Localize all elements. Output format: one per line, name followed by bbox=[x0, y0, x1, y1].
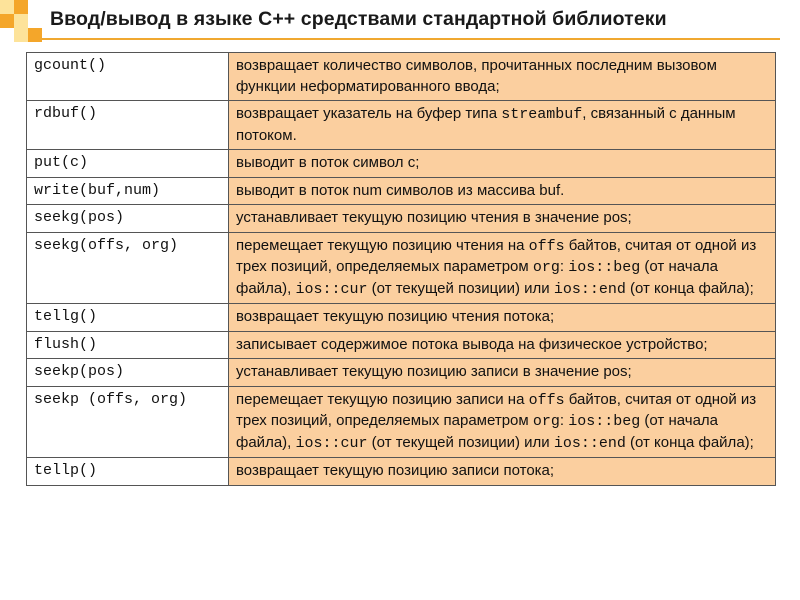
description-text: выводит в поток num символов из массива buf. bbox=[236, 181, 565, 199]
description-text: возвращает текущую позицию записи потока; bbox=[236, 462, 555, 479]
method-description-cell bbox=[229, 150, 776, 178]
description-text: устанавливает текущую позицию чтения в значение pos; bbox=[236, 209, 632, 226]
code-fragment: ios::beg bbox=[568, 413, 641, 430]
method-description-cell bbox=[229, 205, 776, 233]
method-name-cell: tellg() bbox=[27, 304, 229, 332]
corner-decoration-square bbox=[0, 0, 14, 14]
method-description-cell bbox=[229, 331, 776, 359]
description-text: (от начала файла), bbox=[236, 258, 719, 297]
corner-decoration-square bbox=[14, 14, 28, 28]
table-row bbox=[27, 331, 776, 359]
code-fragment: streambuf bbox=[501, 106, 583, 123]
code-fragment: offs bbox=[528, 391, 565, 409]
code-fragment: ios::cur bbox=[295, 434, 368, 452]
corner-decoration-square bbox=[0, 14, 14, 28]
method-name-cell: seekp (offs, org) bbox=[27, 386, 229, 458]
methods-table bbox=[26, 52, 776, 486]
description-text: устанавливает текущую позицию записи в значение pos; bbox=[236, 363, 632, 380]
methods-table-body bbox=[27, 53, 776, 486]
table-row bbox=[27, 232, 776, 304]
table-row bbox=[27, 101, 776, 150]
method-name-cell: flush() bbox=[27, 331, 229, 359]
description-text: : bbox=[559, 412, 569, 429]
description-text: байтов, считая от одной из трех позиций, определяемых параметром bbox=[236, 390, 757, 429]
method-description-cell bbox=[229, 232, 776, 304]
description-text: возвращает указатель на буфер типа bbox=[236, 105, 502, 122]
table-row bbox=[27, 458, 776, 486]
slide-title: Ввод/вывод в языке C++ средствами стандартной библиотеки bbox=[50, 8, 667, 30]
description-text: (от конца файла); bbox=[625, 279, 754, 297]
description-text: записывает содержимое потока вывода на физическое устройство; bbox=[236, 335, 708, 353]
method-description-cell bbox=[229, 458, 776, 486]
method-description-cell bbox=[229, 304, 776, 332]
table-row bbox=[27, 359, 776, 387]
description-text: (от конца файла); bbox=[625, 433, 754, 451]
method-description-cell bbox=[229, 101, 776, 150]
description-text: перемещает текущую позицию чтения на bbox=[236, 236, 529, 254]
code-fragment: ios::end bbox=[553, 280, 626, 298]
method-description-cell bbox=[229, 386, 776, 458]
corner-decoration-square bbox=[14, 0, 28, 14]
table-row bbox=[27, 53, 776, 101]
description-text: (от начала файла), bbox=[236, 412, 719, 451]
description-text: , связанный с данным потоком. bbox=[236, 105, 736, 144]
description-text: выводит в поток символ с; bbox=[236, 154, 420, 171]
title-underline bbox=[40, 38, 780, 40]
description-text: перемещает текущую позицию записи на bbox=[236, 390, 529, 408]
code-fragment: ios::beg bbox=[568, 259, 641, 276]
description-text: (от текущей позиции) или bbox=[367, 433, 554, 451]
table-row bbox=[27, 177, 776, 205]
table-row bbox=[27, 205, 776, 233]
description-text: байтов, считая от одной из трех позиций, определяемых параметром bbox=[236, 236, 757, 275]
method-name-cell: tellp() bbox=[27, 458, 229, 486]
method-name-cell: seekp(pos) bbox=[27, 359, 229, 387]
method-name-cell: rdbuf() bbox=[27, 101, 229, 150]
method-name-cell: put(c) bbox=[27, 150, 229, 178]
method-name-cell: write(buf,num) bbox=[27, 177, 229, 205]
table-row bbox=[27, 304, 776, 332]
method-description-cell bbox=[229, 177, 776, 205]
code-fragment: offs bbox=[528, 237, 565, 255]
code-fragment: org bbox=[532, 413, 560, 430]
code-fragment: org bbox=[532, 259, 560, 276]
method-description-cell bbox=[229, 359, 776, 387]
method-name-cell: seekg(pos) bbox=[27, 205, 229, 233]
description-text: : bbox=[559, 258, 569, 275]
corner-decoration-square bbox=[14, 28, 28, 42]
code-fragment: ios::end bbox=[553, 434, 626, 452]
table-row bbox=[27, 386, 776, 458]
description-text: (от текущей позиции) или bbox=[367, 279, 554, 297]
method-description-cell bbox=[229, 53, 776, 101]
description-text: возвращает текущую позицию чтения потока; bbox=[236, 308, 555, 325]
method-name-cell: seekg(offs, org) bbox=[27, 232, 229, 304]
table-row bbox=[27, 150, 776, 178]
method-name-cell: gcount() bbox=[27, 53, 229, 101]
code-fragment: ios::cur bbox=[295, 280, 368, 298]
description-text: возвращает количество символов, прочитанных последним вызовом функции неформатированного ввода; bbox=[236, 57, 717, 95]
